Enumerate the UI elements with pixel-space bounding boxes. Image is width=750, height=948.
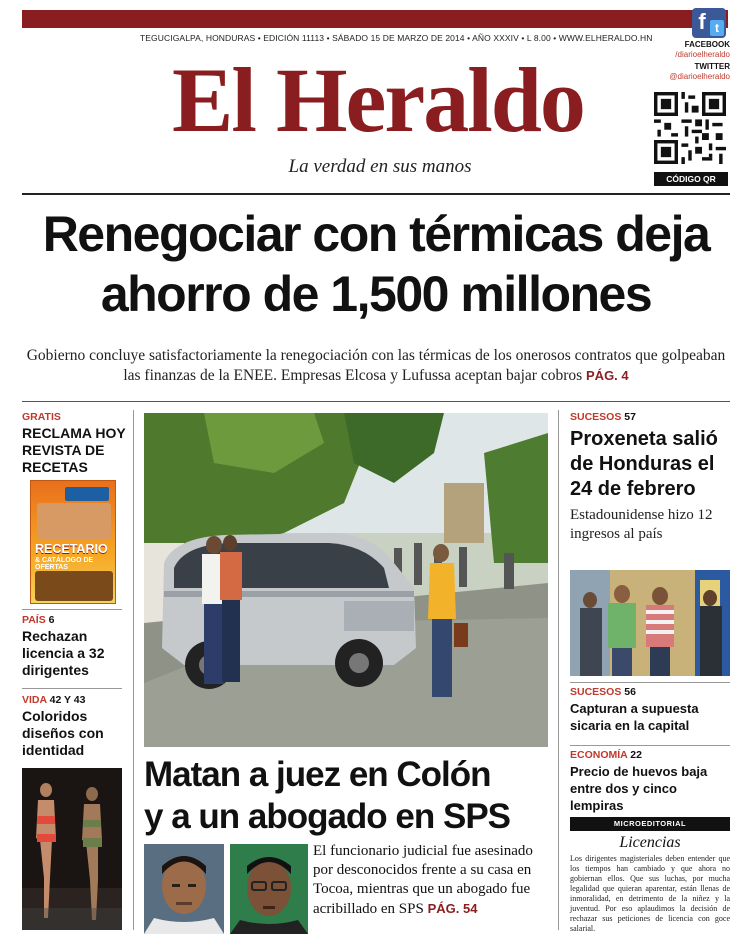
second-headline-line2: y a un abogado en SPS <box>144 797 511 836</box>
lead-headline[interactable] <box>22 204 730 324</box>
left-item-section: VIDA 42 Y 43 <box>22 694 86 706</box>
twitter-label: TWITTER <box>694 62 730 71</box>
left-item-vida[interactable] <box>22 694 130 759</box>
social-icon[interactable] <box>692 8 726 38</box>
left-item-title: Coloridos diseños con identidad <box>22 708 104 758</box>
microeditorial-title[interactable]: Licencias <box>619 834 681 851</box>
right-top-section: SUCESOS 57 <box>570 411 636 423</box>
right-top-title: Proxeneta salió de Honduras el 24 de febrero <box>570 428 718 500</box>
right-item-sucesos[interactable] <box>570 686 730 734</box>
promo-section-label: GRATIS <box>22 411 61 423</box>
header-divider <box>22 193 730 195</box>
twitter-icon: t <box>710 20 724 36</box>
microeditorial-header: MICROEDITORIAL <box>570 817 730 831</box>
left-item-section: PAÍS 6 <box>22 614 55 626</box>
second-story-page-ref[interactable]: PÁG. 54 <box>427 901 478 916</box>
right-top-story[interactable] <box>570 411 730 544</box>
top-banner-bar <box>22 10 728 28</box>
microeditorial-body: Los dirigentes magisteriales deben entender que los tiempos han cambiado y que ahora no gobiernan ellos. Que sus luchas, por mucha legalidad que quieran aparentar, están llenas de inmoralidad, en detrimento de la niñez y la juventud. Por eso aplaudimos la decisión de rechazar sus peticiones de licencia con goce salarial. <box>570 854 730 933</box>
lead-headline-line2: ahorro de 1,500 millones <box>100 266 652 322</box>
left-divider-2 <box>22 688 122 689</box>
second-story-body <box>313 842 549 919</box>
right-item-economia[interactable] <box>570 749 730 814</box>
recetario-subtitle: & CATÁLOGO DE OFERTAS <box>35 557 94 571</box>
facebook-handle[interactable]: /diarioelheraldo <box>675 50 730 59</box>
recetario-people-image <box>37 503 111 539</box>
right-divider-1 <box>570 682 730 683</box>
right-top-dek: Estadounidense hizo 12 ingresos al país <box>570 507 713 542</box>
lead-subhead <box>22 346 730 386</box>
arrest-photo[interactable] <box>570 570 730 676</box>
judge-portrait-photo[interactable] <box>144 844 224 934</box>
tortorcha-logo-icon <box>65 487 109 501</box>
second-headline[interactable] <box>144 754 554 838</box>
tagline: La verdad en sus manos <box>288 156 472 177</box>
qr-code-label: CÓDIGO QR <box>654 172 728 186</box>
left-divider-1 <box>22 609 122 610</box>
lead-headline-line1: Renegociar con térmicas deja <box>42 206 710 262</box>
dateline: TEGUCIGALPA, HONDURAS • EDICIÓN 11113 • SÁBADO 15 DE MARZO DE 2014 • AÑO XXXIV • L 8.00 • WWW.ELHERALDO.HN <box>140 33 653 43</box>
fashion-runway-photo[interactable] <box>22 768 122 930</box>
twitter-handle[interactable]: @diarioelheraldo <box>669 72 730 81</box>
facebook-icon: f <box>698 9 706 34</box>
right-column-rule <box>558 410 559 930</box>
right-item-section: ECONOMÍA 22 <box>570 749 642 761</box>
crime-scene-photo[interactable] <box>144 413 548 747</box>
left-item-title: Rechazan licencia a 32 dirigentes <box>22 628 105 678</box>
facebook-label: FACEBOOK <box>684 40 730 49</box>
qr-code-icon[interactable] <box>654 92 726 164</box>
promo-block[interactable] <box>22 411 130 476</box>
right-item-title: Precio de huevos baja entre dos y cinco lempiras <box>570 764 708 813</box>
recetario-cover-image[interactable] <box>30 480 116 604</box>
promo-title: RECLAMA HOY REVISTA DE RECETAS <box>22 425 126 475</box>
masthead-logo: El Heraldo <box>172 49 584 151</box>
left-column-rule <box>133 410 134 930</box>
lead-page-ref[interactable]: PÁG. 4 <box>586 368 629 383</box>
right-item-title: Capturan a supuesta sicaria en la capital <box>570 701 699 733</box>
lead-subhead-text: Gobierno concluye satisfactoriamente la renegociación con las térmicas de los onerosos contratos que golpeaban las finanzas de la ENEE. Empresas Elcosa y Lufussa aceptan bajar cobros <box>26 347 726 384</box>
second-story-text: El funcionario judicial fue asesinado por desconocidos frente a su casa en Tocoa, mientras que un abogado fue acribillado en SPS <box>313 843 533 917</box>
left-item-pais[interactable] <box>22 614 130 679</box>
second-headline-line1: Matan a juez en Colón <box>144 755 491 794</box>
lead-divider <box>22 401 730 402</box>
right-item-section: SUCESOS 56 <box>570 686 636 698</box>
recetario-title: RECETARIO <box>35 542 108 556</box>
lawyer-portrait-photo[interactable] <box>230 844 308 934</box>
recetario-food-image <box>35 571 113 601</box>
right-divider-2 <box>570 745 730 746</box>
